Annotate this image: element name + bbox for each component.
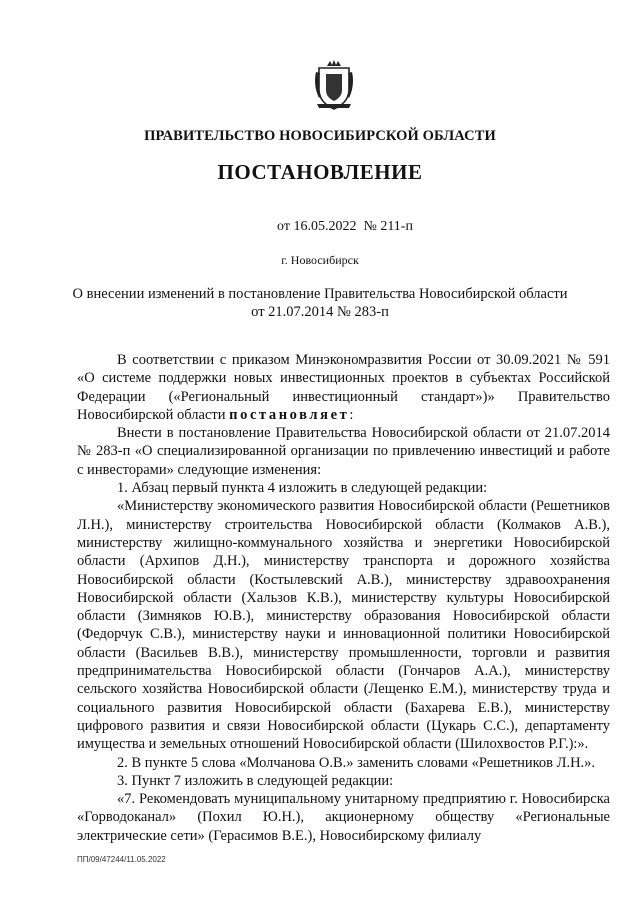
document-date: 16.05.2022 [293, 219, 357, 234]
document-subject [40, 285, 600, 321]
body-paragraph-3: 1. Абзац первый пункта 4 изложить в следующей редакции: [117, 480, 488, 497]
resolution-keyword: постановляет [229, 406, 350, 423]
body-paragraph-6: 3. Пункт 7 изложить в следующей редакции: [117, 772, 394, 789]
body-paragraph-4: «Министерству экономического развития Новосибирской области (Решетников Л.Н.), министерству строительства Новосибирской области (Колмаков А.В.), министерству жилищно-коммунального хозяйства и энергетики Новосибирской области (Архипов Д.Н.), министерству транспорта и дорожного хозяйства Новосибирской области (Костылевский А.В.), министерству здравоохранения Новосибирской области (Хальзов К.В.), министерству культуры Новосибирской области (Зимняков Ю.В.), министерству образования Новосибирской области (Федорчук С.В.), министерству науки и инновационной политики Новосибирской области (Васильев В.В.), министерству промышленности, торговли и развития предпринимательства Новосибирской области (Гончаров А.А.), министерству сельского хозяйства Новосибирской области (Лещенко Е.М.), министерству труда и социального развития Новосибирской области (Бахарева Е.В.), министерству цифрового развития и связи Новосибирской области (Цукарь С.С.), департаменту имущества и земельных отношений Новосибирской области (Шилохвостов Р.Г.):». [77, 498, 610, 753]
city-name: г. Новосибирск [281, 253, 359, 267]
paragraph-1-text: В соответствии с приказом Минэкономразвития России от 30.09.2021 № 591 «О системе поддержки новых инвестиционных проектов в субъектах Российской Федерации («Региональный инвестиционный стандарт»)» Правительство Новосибирской области [77, 352, 610, 423]
coat-of-arms-icon [313, 60, 355, 110]
number-prefix: № [363, 219, 377, 234]
date-prefix: от [277, 219, 290, 234]
body-paragraph-5: 2. В пункте 5 слова «Молчанова О.В.» заменить словами «Решетников Л.Н.». [117, 754, 596, 771]
body-paragraph-1 [77, 351, 610, 424]
document-type-title: ПОСТАНОВЛЕНИЕ [217, 160, 423, 184]
document-body [77, 351, 610, 845]
body-paragraph-7: «7. Рекомендовать муниципальному унитарному предприятию г. Новосибирска «Горводоканал» (Похил Ю.Н.), акционерному обществу «Региональные электрические сети» (Герасимов В.Е.), Новосибирскому филиалу [77, 791, 610, 844]
organization-title: ПРАВИТЕЛЬСТВО НОВОСИБИРСКОЙ ОБЛАСТИ [144, 128, 496, 144]
document-date-number [0, 219, 640, 235]
paragraph-1-end: : [349, 406, 354, 423]
document-registry-code: ПП/09/47244/11.05.2022 [77, 855, 166, 864]
subject-line-2: от 21.07.2014 № 283-п [251, 304, 389, 320]
document-number: 211-п [380, 219, 413, 234]
body-paragraph-2: Внести в постановление Правительства Новосибирской области от 21.07.2014 № 283-п «О специализированной организации по привлечению инвестиций и работе с инвесторами» следующие изменения: [77, 425, 610, 478]
subject-line-1: О внесении изменений в постановление Правительства Новосибирской области [72, 286, 568, 302]
